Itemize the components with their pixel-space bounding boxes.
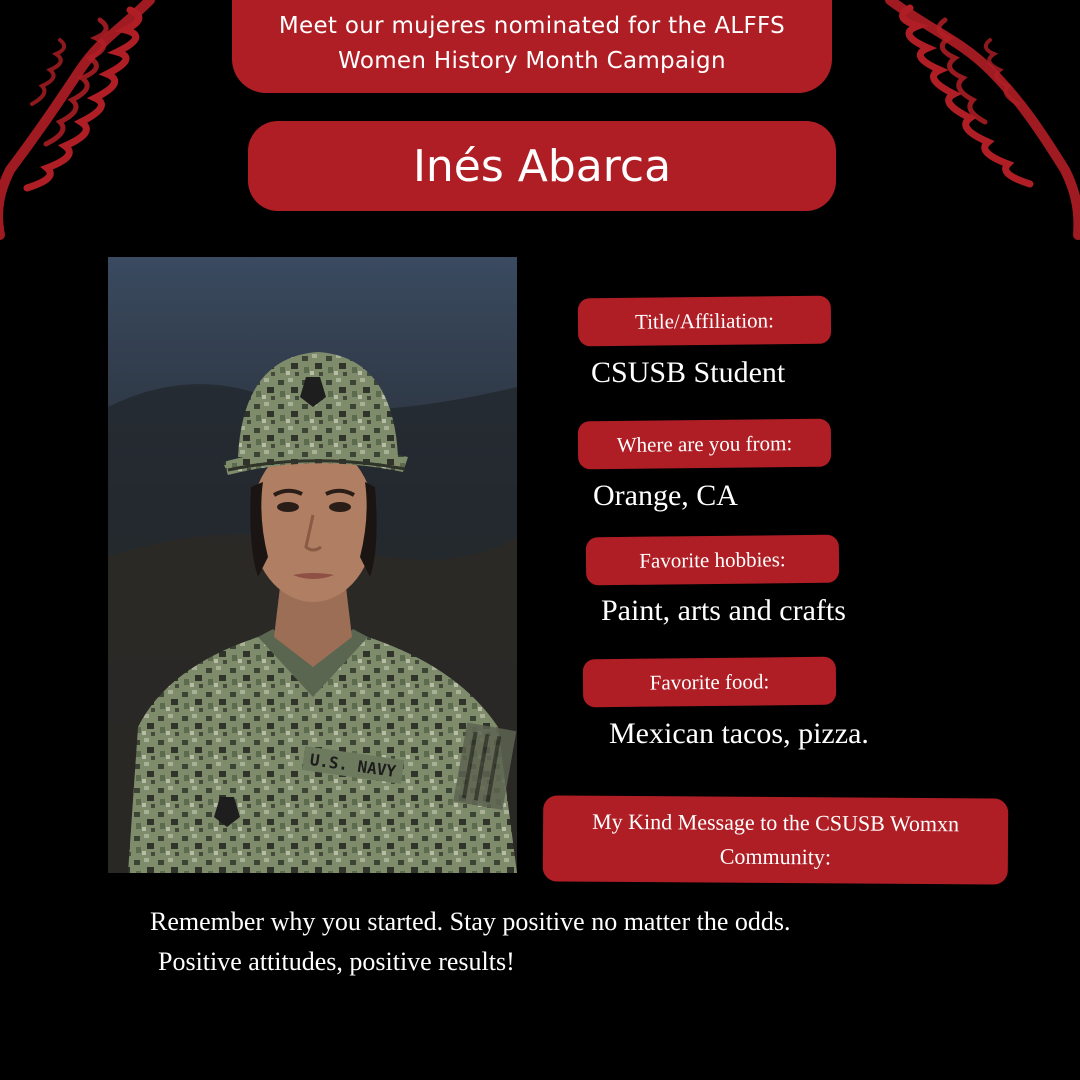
message-label	[543, 795, 1009, 884]
kind-message-line-2: Positive attitudes, positive results!	[158, 947, 515, 976]
food-label: Favorite food:	[583, 657, 836, 708]
hobbies-value: Paint, arts and crafts	[601, 594, 846, 627]
red-brush-scribble-left	[0, 0, 200, 240]
hometown-label: Where are you from:	[578, 419, 831, 470]
food-value: Mexican tacos, pizza.	[609, 717, 869, 750]
portrait-illustration	[108, 257, 517, 873]
hometown-value: Orange, CA	[593, 479, 738, 512]
title-affiliation-label: Title/Affiliation:	[578, 296, 831, 347]
nominee-name: Inés Abarca	[248, 121, 836, 211]
campaign-banner	[232, 0, 832, 93]
banner-line-1: Meet our mujeres nominated for the ALFFS	[278, 12, 786, 39]
message-label-line-2: Community:	[719, 843, 832, 870]
kind-message-line-1: Remember why you started. Stay positive no matter the odds.	[150, 907, 791, 936]
navy-name-tape: U.S. NAVY	[308, 750, 398, 781]
banner-line-2: Women History Month Campaign	[338, 47, 726, 74]
message-label-line-1: My Kind Message to the CSUSB Womxn	[592, 808, 960, 837]
title-affiliation-value: CSUSB Student	[591, 356, 786, 389]
kind-message	[150, 902, 791, 982]
nominee-photo	[108, 257, 517, 873]
hobbies-label: Favorite hobbies:	[586, 535, 839, 586]
red-brush-scribble-right	[880, 0, 1080, 240]
